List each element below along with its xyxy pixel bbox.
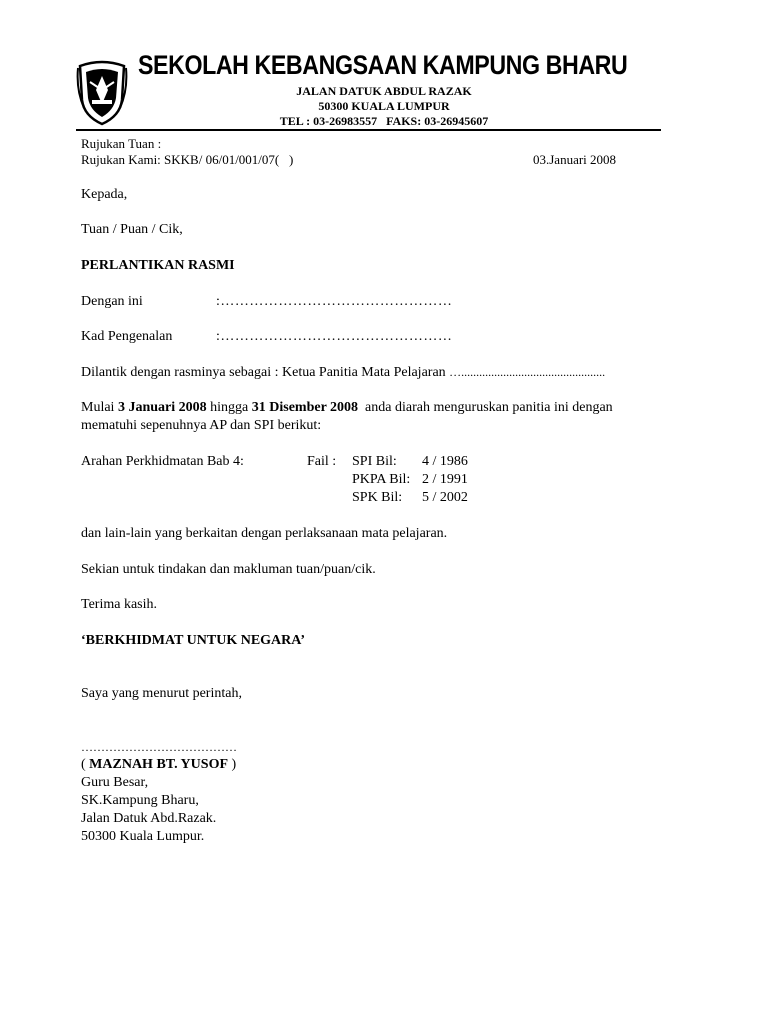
signatory-postcode: 50300 Kuala Lumpur.	[81, 829, 205, 844]
signatory-name: MAZNAH BT. YUSOF	[89, 757, 229, 772]
signature-line: …………………………………	[81, 740, 237, 754]
terima-kasih-line: Terima kasih.	[81, 597, 157, 612]
salutation: Tuan / Puan / Cik,	[81, 222, 183, 237]
period-line	[81, 400, 613, 416]
start-date: 3 Januari 2008	[117, 400, 207, 415]
name-open: (	[81, 757, 90, 772]
school-name: SEKOLAH KEBANGSAAN KAMPUNG BHARU	[138, 50, 628, 80]
arahan-item-name: PKPA Bil:	[352, 472, 411, 487]
period-mid: hingga	[206, 400, 252, 415]
school-crest-icon	[76, 60, 128, 126]
arahan-item-value: 5 / 2002	[422, 490, 468, 505]
arahan-label: Arahan Perkhidmatan Bab 4:	[81, 454, 244, 469]
header-divider	[76, 129, 661, 131]
arahan-item-name: SPK Bil:	[352, 490, 403, 505]
letter-date: 03.Januari 2008	[533, 152, 617, 167]
dengan-ini-label: Dengan ini	[81, 294, 143, 309]
period-prefix: Mulai	[81, 400, 118, 415]
appointment-line	[81, 365, 605, 381]
lain-lain-line: dan lain-lain yang berkaitan dengan perlaksanaan mata pelajaran.	[81, 526, 448, 541]
fail-label: Fail :	[307, 454, 337, 469]
closing-line: Saya yang menurut perintah,	[81, 686, 242, 701]
rujukan-kami: Rujukan Kami: SKKB/ 06/01/001/07( )	[81, 152, 294, 167]
dengan-ini-blank: :…………………………………………	[216, 294, 453, 309]
address-line-1: JALAN DATUK ABDUL RAZAK	[296, 84, 472, 98]
period-line-2: mematuhi sepenuhnya AP dan SPI berikut:	[81, 418, 322, 433]
contact-line: TEL : 03-26983557 FAKS: 03-26945607	[279, 114, 489, 128]
signatory-name-line	[81, 757, 236, 773]
end-date: 31 Disember 2008	[251, 400, 359, 415]
sekian-line: Sekian untuk tindakan dan makluman tuan/puan/cik.	[81, 562, 376, 577]
rujukan-tuan: Rujukan Tuan :	[81, 136, 162, 151]
signatory-school: SK.Kampung Bharu,	[81, 793, 199, 808]
period-suffix: anda diarah menguruskan panitia ini dengan	[358, 400, 613, 415]
kepada-label: Kepada,	[81, 187, 128, 202]
kad-pengenalan-blank: :…………………………………………	[216, 329, 453, 344]
kad-pengenalan-label: Kad Pengenalan	[81, 329, 173, 344]
arahan-item-name: SPI Bil:	[352, 454, 397, 469]
arahan-item-value: 2 / 1991	[422, 472, 468, 487]
signatory-street: Jalan Datuk Abd.Razak.	[81, 811, 217, 826]
appointment-blank: …................................................	[449, 365, 606, 379]
name-close: )	[228, 757, 237, 772]
signatory-title: Guru Besar,	[81, 775, 149, 790]
motto: ‘BERKHIDMAT UNTUK NEGARA’	[81, 633, 306, 648]
address-line-2: 50300 KUALA LUMPUR	[318, 99, 450, 113]
subject-heading: PERLANTIKAN RASMI	[81, 258, 235, 273]
arahan-item-value: 4 / 1986	[422, 454, 468, 469]
appointment-text: Dilantik dengan rasminya sebagai : Ketua Panitia Mata Pelajaran	[81, 365, 450, 380]
